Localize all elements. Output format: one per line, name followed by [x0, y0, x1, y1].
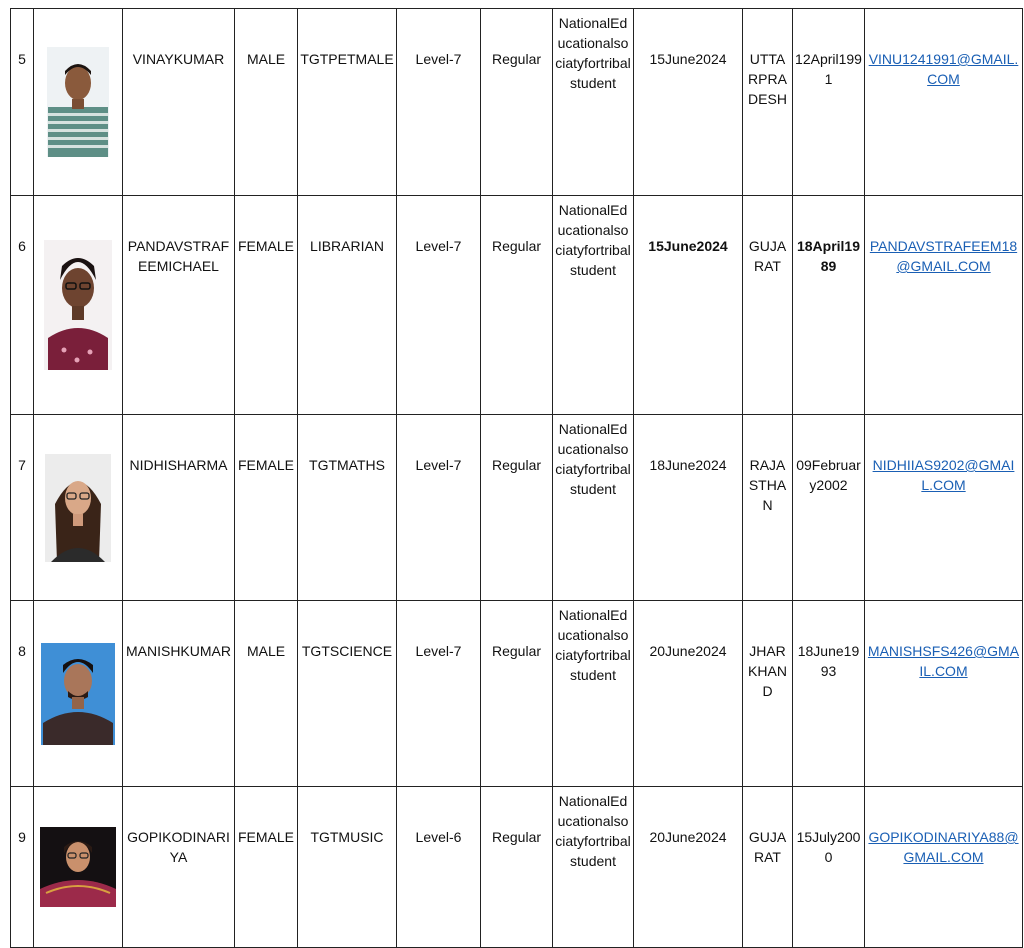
dob-cell: 09February2002 [793, 415, 865, 601]
dob-cell: 18April1989 [793, 196, 865, 415]
dob-cell: 15July2000 [793, 787, 865, 948]
row-number: 7 [11, 415, 34, 601]
joining-date-cell: 15June2024 [634, 9, 743, 196]
post-cell: LIBRARIAN [298, 196, 397, 415]
photo-cell [34, 196, 123, 415]
gender-cell: FEMALE [235, 787, 298, 948]
person-photo [47, 47, 109, 157]
photo-cell [34, 787, 123, 948]
dob-cell: 18June1993 [793, 601, 865, 787]
email-link[interactable]: MANISHSFS426@GMAIL.COM [867, 643, 1020, 679]
name-cell: MANISHKUMAR [123, 601, 235, 787]
joining-date-cell: 15June2024 [634, 196, 743, 415]
post-cell: TGTPETMALE [298, 9, 397, 196]
photo-cell [34, 9, 123, 196]
table-row [11, 9, 1023, 196]
email-cell [865, 415, 1023, 601]
gender-cell: FEMALE [235, 196, 298, 415]
society-cell: NationalEducationalsociatyfortribalstudent [553, 787, 634, 948]
person-photo [40, 827, 116, 907]
level-cell: Level-7 [397, 601, 481, 787]
name-cell: GOPIKODINARIYA [123, 787, 235, 948]
state-cell: GUJARAT [743, 196, 793, 415]
email-cell [865, 601, 1023, 787]
society-cell: NationalEducationalsociatyfortribalstudent [553, 601, 634, 787]
state-cell: JHARKHAND [743, 601, 793, 787]
level-cell: Level-7 [397, 9, 481, 196]
type-cell: Regular [481, 415, 553, 601]
type-cell: Regular [481, 787, 553, 948]
email-link[interactable]: GOPIKODINARIYA88@GMAIL.COM [868, 829, 1019, 865]
table-row [11, 196, 1023, 415]
row-number: 5 [11, 9, 34, 196]
type-cell: Regular [481, 196, 553, 415]
gender-cell: MALE [235, 601, 298, 787]
level-cell: Level-7 [397, 415, 481, 601]
joining-date-cell: 20June2024 [634, 601, 743, 787]
email-cell [865, 787, 1023, 948]
dob-cell: 12April1991 [793, 9, 865, 196]
name-cell: PANDAVSTRAFEEMICHAEL [123, 196, 235, 415]
table-row [11, 787, 1023, 948]
email-link[interactable]: VINU1241991@GMAIL.COM [868, 51, 1019, 87]
joining-date-cell: 18June2024 [634, 415, 743, 601]
email-link[interactable]: NIDHIIAS9202@GMAIL.COM [872, 457, 1015, 493]
society-cell: NationalEducationalsociatyfortribalstudent [553, 196, 634, 415]
gender-cell: MALE [235, 9, 298, 196]
society-cell: NationalEducationalsociatyfortribalstudent [553, 415, 634, 601]
type-cell: Regular [481, 601, 553, 787]
photo-cell [34, 415, 123, 601]
table-row [11, 601, 1023, 787]
state-cell: GUJARAT [743, 787, 793, 948]
state-cell: UTTARPRADESH [743, 9, 793, 196]
staff-table [10, 8, 1023, 948]
name-cell: VINAYKUMAR [123, 9, 235, 196]
person-photo [44, 240, 112, 370]
email-link[interactable]: PANDAVSTRAFEEM18@GMAIL.COM [869, 238, 1018, 274]
person-photo [41, 643, 115, 745]
post-cell: TGTMUSIC [298, 787, 397, 948]
email-cell [865, 9, 1023, 196]
row-number: 8 [11, 601, 34, 787]
joining-date-cell: 20June2024 [634, 787, 743, 948]
name-cell: NIDHISHARMA [123, 415, 235, 601]
row-number: 9 [11, 787, 34, 948]
state-cell: RAJASTHAN [743, 415, 793, 601]
level-cell: Level-6 [397, 787, 481, 948]
table-row [11, 415, 1023, 601]
gender-cell: FEMALE [235, 415, 298, 601]
post-cell: TGTSCIENCE [298, 601, 397, 787]
row-number: 6 [11, 196, 34, 415]
post-cell: TGTMATHS [298, 415, 397, 601]
photo-cell [34, 601, 123, 787]
type-cell: Regular [481, 9, 553, 196]
email-cell [865, 196, 1023, 415]
level-cell: Level-7 [397, 196, 481, 415]
person-photo [45, 454, 111, 562]
society-cell: NationalEducationalsociatyfortribalstudent [553, 9, 634, 196]
